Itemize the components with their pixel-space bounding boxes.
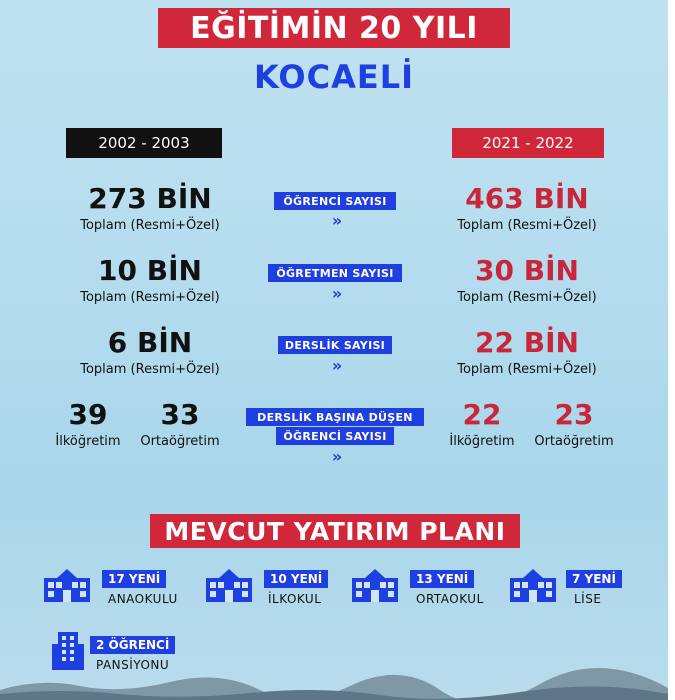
plan-count-dormitory: 2 ÖĞRENCİ xyxy=(90,636,175,654)
school-building-icon xyxy=(350,566,400,604)
investment-plan-banner: MEVCUT YATIRIM PLANI xyxy=(150,514,520,548)
per-class-primary-2002: 39 xyxy=(68,398,108,431)
per-class-label-chip-line1: DERSLİK BAŞINA DÜŞEN xyxy=(246,408,424,426)
classrooms-value-2021: 22 BİN xyxy=(475,326,579,359)
year-label-right: 2021 - 2022 xyxy=(452,128,604,158)
per-class-secondary-label-2002: Ortaöğretim xyxy=(140,434,220,449)
plan-label-high-school: LİSE xyxy=(574,592,602,606)
classrooms-arrows-icon: » xyxy=(331,356,343,375)
plan-label-middle-school: ORTAOKUL xyxy=(416,592,484,606)
teachers-value-2021: 30 BİN xyxy=(475,254,579,287)
per-class-arrows-icon: » xyxy=(331,447,343,466)
students-value-2021: 463 BİN xyxy=(465,182,589,215)
students-sub-2021: Toplam (Resmi+Özel) xyxy=(457,218,597,233)
city-name: KOCAELİ xyxy=(254,58,414,96)
classrooms-sub-2021: Toplam (Resmi+Özel) xyxy=(457,362,597,377)
year-label-left: 2002 - 2003 xyxy=(66,128,222,158)
classrooms-value-2002: 6 BİN xyxy=(107,326,193,359)
city-skyline-decoration xyxy=(0,660,668,700)
plan-count-middle-school: 13 YENİ xyxy=(410,570,474,588)
teachers-sub-2002: Toplam (Resmi+Özel) xyxy=(80,290,220,305)
teachers-arrows-icon: » xyxy=(331,284,343,303)
students-label-chip: ÖĞRENCİ SAYISI xyxy=(274,192,396,210)
teachers-sub-2021: Toplam (Resmi+Özel) xyxy=(457,290,597,305)
plan-label-dormitory: PANSİYONU xyxy=(96,658,170,672)
per-class-primary-label-2021: İlköğretim xyxy=(449,434,515,449)
plan-count-kindergarten: 17 YENİ xyxy=(102,570,166,588)
per-class-primary-label-2002: İlköğretim xyxy=(55,434,121,449)
students-value-2002: 273 BİN xyxy=(88,182,212,215)
school-building-icon xyxy=(508,566,558,604)
students-arrows-icon: » xyxy=(331,211,343,230)
school-building-icon xyxy=(42,566,92,604)
school-building-icon xyxy=(204,566,254,604)
plan-label-kindergarten: ANAOKULU xyxy=(108,592,178,606)
per-class-secondary-2002: 33 xyxy=(160,398,200,431)
teachers-value-2002: 10 BİN xyxy=(98,254,202,287)
per-class-primary-2021: 22 xyxy=(462,398,502,431)
title-banner: EĞİTİMİN 20 YILI xyxy=(158,8,510,48)
students-sub-2002: Toplam (Resmi+Özel) xyxy=(80,218,220,233)
per-class-label-chip-line2: ÖĞRENCİ SAYISI xyxy=(276,427,394,445)
plan-count-primary-school: 10 YENİ xyxy=(264,570,328,588)
teachers-label-chip: ÖĞRETMEN SAYISI xyxy=(268,264,402,282)
plan-count-high-school: 7 YENİ xyxy=(566,570,622,588)
classrooms-sub-2002: Toplam (Resmi+Özel) xyxy=(80,362,220,377)
per-class-secondary-2021: 23 xyxy=(554,398,594,431)
per-class-secondary-label-2021: Ortaöğretim xyxy=(534,434,614,449)
classrooms-label-chip: DERSLİK SAYISI xyxy=(278,336,392,354)
plan-label-primary-school: İLKOKUL xyxy=(268,592,322,606)
